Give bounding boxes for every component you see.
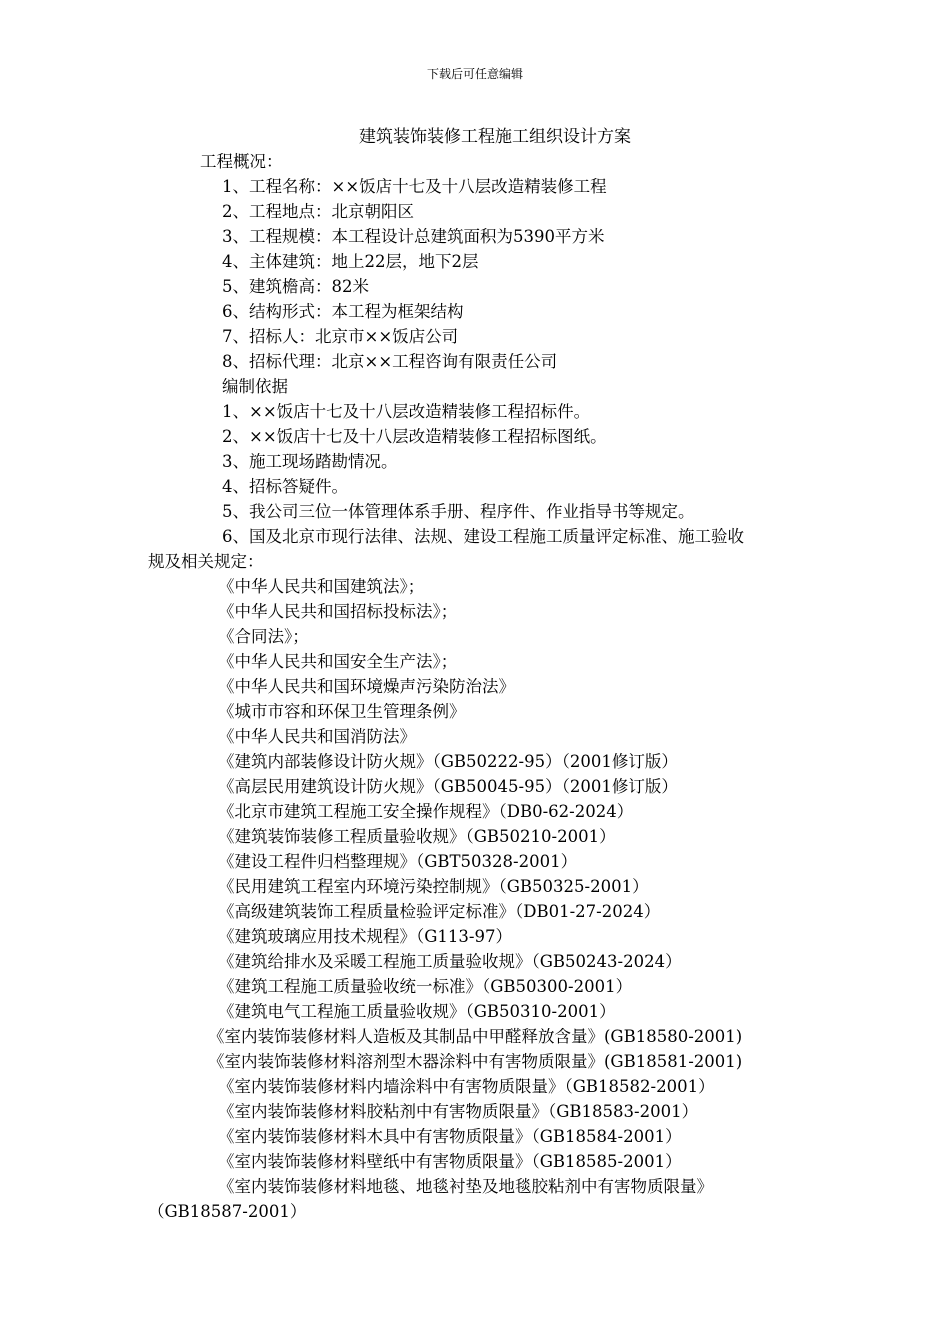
law-item: 《中华人民共和国消防法》 — [218, 727, 416, 746]
law-item: 《建筑内部装修设计防火规》（GB50222-95）（2001修订版） — [218, 752, 678, 771]
overview-item: 3、工程规模：本工程设计总建筑面积为5390平方米 — [222, 227, 605, 246]
basis-heading: 编制依据 — [222, 377, 288, 396]
basis-item: 6、国及北京市现行法律、法规、建设工程施工质量评定标准、施工验收 — [222, 527, 744, 546]
overview-item: 5、建筑檐高：82米 — [222, 277, 369, 296]
basis-item: 1、××饭店十七及十八层改造精装修工程招标件。 — [222, 402, 591, 421]
law-item: 《建筑玻璃应用技术规程》（G113-97） — [218, 927, 512, 946]
law-item: 《高级建筑装饰工程质量检验评定标准》（DB01-27-2024） — [218, 902, 661, 921]
law-item: 《建筑装饰装修工程质量验收规》（GB50210-2001） — [218, 827, 616, 846]
overview-item: 7、招标人：北京市××饭店公司 — [222, 327, 459, 346]
law-item: 《室内装饰装修材料木具中有害物质限量》（GB18584-2001） — [218, 1127, 682, 1146]
law-item: 《室内装饰装修材料溶剂型木器涂料中有害物质限量》(GB18581-2001) — [208, 1052, 743, 1071]
law-item: 《建筑工程施工质量验收统一标准》（GB50300-2001） — [218, 977, 633, 996]
basis-item: 3、施工现场踏勘情况。 — [222, 452, 398, 471]
law-item: 《中华人民共和国招标投标法》； — [218, 602, 458, 621]
basis-item: 4、招标答疑件。 — [222, 477, 348, 496]
law-item: 《民用建筑工程室内环境污染控制规》（GB50325-2001） — [218, 877, 649, 896]
law-item-continuation: （GB18587-2001） — [148, 1202, 307, 1221]
basis-item: 5、我公司三位一体管理体系手册、程序件、作业指导书等规定。 — [222, 502, 695, 521]
law-item: 《室内装饰装修材料内墙涂料中有害物质限量》（GB18582-2001） — [218, 1077, 715, 1096]
basis-item: 2、××饭店十七及十八层改造精装修工程招标图纸。 — [222, 427, 607, 446]
overview-heading: 工程概况： — [200, 152, 283, 171]
law-item: 《室内装饰装修材料胶粘剂中有害物质限量》（GB18583-2001） — [218, 1102, 699, 1121]
law-item: 《室内装饰装修材料地毯、地毯衬垫及地毯胶粘剂中有害物质限量》 — [218, 1177, 713, 1196]
law-item: 《建筑电气工程施工质量验收规》（GB50310-2001） — [218, 1002, 616, 1021]
law-item: 《中华人民共和国建筑法》； — [218, 577, 425, 596]
law-item: 《中华人民共和国安全生产法》； — [218, 652, 458, 671]
overview-item: 2、工程地点：北京朝阳区 — [222, 202, 414, 221]
basis-item-continuation: 规及相关规定： — [148, 552, 264, 571]
law-item: 《室内装饰装修材料人造板及其制品中甲醛释放含量》(GB18580-2001) — [208, 1027, 743, 1046]
page-header: 下载后可任意编辑 — [426, 67, 523, 81]
law-item: 《建筑给排水及采暖工程施工质量验收规》（GB50243-2024） — [218, 952, 682, 971]
law-item: 《室内装饰装修材料壁纸中有害物质限量》（GB18585-2001） — [218, 1152, 682, 1171]
law-item: 《建设工程件归档整理规》（GBT50328-2001） — [218, 852, 578, 871]
overview-item: 8、招标代理：北京××工程咨询有限责任公司 — [222, 352, 558, 371]
overview-item: 1、工程名称：××饭店十七及十八层改造精装修工程 — [222, 177, 607, 196]
law-item: 《城市市容和环保卫生管理条例》 — [218, 702, 466, 721]
overview-item: 6、结构形式：本工程为框架结构 — [222, 302, 464, 321]
law-item: 《北京市建筑工程施工安全操作规程》（DB0-62-2024） — [218, 802, 634, 821]
law-item: 《合同法》； — [218, 627, 309, 646]
overview-item: 4、主体建筑：地上22层，地下2层 — [222, 252, 479, 271]
document-title: 建筑装饰装修工程施工组织设计方案 — [359, 127, 631, 147]
law-item: 《高层民用建筑设计防火规》（GB50045-95）（2001修订版） — [218, 777, 678, 796]
law-item: 《中华人民共和国环境燥声污染防治法》 — [218, 677, 515, 696]
